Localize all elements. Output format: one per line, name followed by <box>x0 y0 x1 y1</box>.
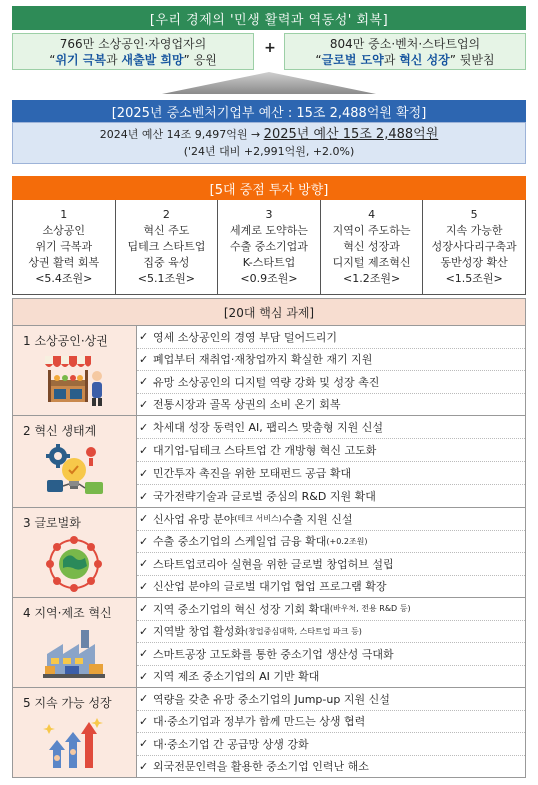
core-section-5-items <box>137 688 525 777</box>
list-item: ✓ 민간투자 촉진을 위한 모태펀드 공급 확대 <box>137 462 525 485</box>
core-section-2-items <box>137 416 525 507</box>
budget-line1: 2024년 예산 14조 9,497억원 → 2025년 예산 15조 2,488억원 <box>99 127 439 142</box>
focus-item-4: 4 지역이 주도하는 혁신 성장과 디지털 제조혁신 <1.2조원> <box>321 200 424 294</box>
up-arrow-icon <box>160 70 378 98</box>
list-item: ✓ 전통시장과 골목 상권의 소비 온기 회복 <box>139 397 341 412</box>
core-section-3-items <box>137 508 525 597</box>
list-item: ✓ 대·중소기업과 정부가 함께 만드는 상생 협력 <box>137 711 525 734</box>
core-section-3-header: 3 글로벌화 <box>13 508 137 597</box>
list-item: ✓ 스마트공장 고도화를 통한 중소기업 생산성 극대화 <box>137 643 525 666</box>
core-section-2-header: 2 혁신 생태계 <box>13 416 137 507</box>
focus-item-3: 3 세계로 도약하는 수출 중소기업과 K-스타트업 <0.9조원> <box>218 200 321 294</box>
vision-right-line2: “글로벌 도약과 혁신 성장” 뒷받침 <box>315 52 495 67</box>
list-item: ✓ 지역 제조 중소기업의 AI 기반 확대 <box>139 669 320 684</box>
list-item: ✓ 지역 중소기업의 혁신 성장 기회 확대 (바우처, 전용 R&D 등) <box>137 598 525 621</box>
vision-title: [우리 경제의 '민생 활력과 역동성' 회복] <box>12 6 526 30</box>
growth-arrows-icon <box>41 714 107 772</box>
factory-icon <box>41 624 107 682</box>
lightbulb-gear-icon <box>41 442 107 500</box>
list-item: ✓ 신산업 분야의 글로벌 대기업 협업 프로그램 확장 <box>139 579 387 594</box>
focus-item-2: 2 혁신 주도 딥테크 스타트업 집중 육성 <5.1조원> <box>116 200 219 294</box>
core-section-1-header: 1 소상공인·상권 <box>13 326 137 415</box>
list-item: ✓ 폐업부터 재취업·재창업까지 확실한 재기 지원 <box>137 349 525 372</box>
list-item: ✓ 영세 소상공인의 경영 부담 덜어드리기 <box>137 326 525 349</box>
core-section-4-header: 4 지역·제조 혁신 <box>13 598 137 687</box>
focus-title: [5대 중점 투자 방향] <box>12 176 526 200</box>
core-section-1 <box>12 326 526 416</box>
core-section-3 <box>12 508 526 598</box>
core-section-4-items <box>137 598 525 687</box>
list-item: ✓ 국가전략기술과 글로벌 중심의 R&D 지원 확대 <box>139 489 376 503</box>
list-item: ✓ 외국전문인력을 활용한 중소기업 인력난 해소 <box>139 759 369 774</box>
core-section-1-items <box>137 326 525 415</box>
vision-right-line1: 804만 중소·벤처·스타트업의 <box>329 36 481 51</box>
core-section-5 <box>12 688 526 778</box>
list-item: ✓ 대·중소기업 간 공급망 상생 강화 <box>137 733 525 756</box>
list-item: ✓ 역량을 갖춘 유망 중소기업의 Jump-up 지원 신설 <box>137 688 525 711</box>
list-item: ✓ 대기업-딥테크 스타트업 간 개방형 혁신 고도화 <box>137 439 525 462</box>
list-item: ✓ 차세대 성장 동력인 AI, 팹리스 맞춤형 지원 신설 <box>137 416 525 439</box>
budget-box <box>12 122 526 164</box>
core-section-4 <box>12 598 526 688</box>
focus-columns <box>12 200 526 295</box>
vision-left-line1: 766만 소상공인·자영업자의 <box>59 36 207 51</box>
budget-line2: ('24년 대비 +2,991억원, +2.0%) <box>183 145 355 158</box>
globe-network-icon <box>41 534 107 592</box>
list-item: ✓ 신사업 유망 분야 (테크 서비스) 수출 지원 신설 <box>137 508 525 531</box>
core-section-2 <box>12 416 526 508</box>
vision-right-box <box>284 33 526 70</box>
vision-left-line2: “위기 극복과 새출발 희망” 응원 <box>49 52 217 67</box>
list-item: ✓ 유망 소상공인의 디지털 역량 강화 및 성장 촉진 <box>137 371 525 394</box>
list-item: ✓ 스타트업코리아 실현을 위한 글로벌 창업허브 설립 <box>137 553 525 576</box>
list-item: ✓ 수출 중소기업의 스케일업 금융 확대 (+0.2조원) <box>137 531 525 554</box>
vision-left-box <box>12 33 254 70</box>
focus-item-1: 1 소상공인 위기 극복과 상권 활력 회복 <5.4조원> <box>13 200 116 294</box>
budget-title: [2025년 중소벤처기업부 예산 : 15조 2,488억원 확정] <box>12 100 526 122</box>
plus-sign: + <box>264 40 276 56</box>
core-section-5-header: 5 지속 가능 성장 <box>13 688 137 777</box>
list-item: ✓ 지역발 창업 활성화 (창업중심대학, 스타트업 파크 등) <box>137 621 525 644</box>
focus-item-5: 5 지속 가능한 성장사다리구축과 동반성장 확산 <1.5조원> <box>423 200 526 294</box>
market-stall-icon <box>41 352 107 410</box>
core-title: [20대 핵심 과제] <box>12 298 526 326</box>
